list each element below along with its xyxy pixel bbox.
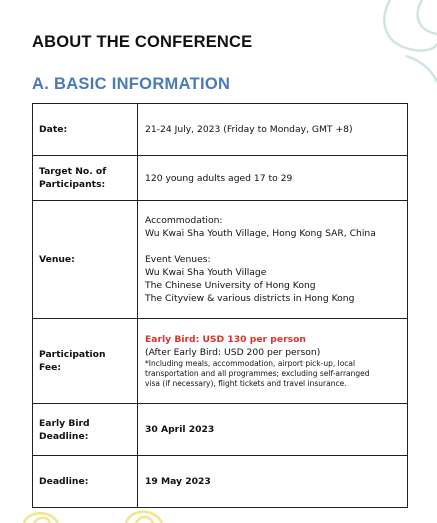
fee-note-2: transportation and all programmes; excluding self-arranged [145,369,370,378]
event-venue-2: The Chinese University of Hong Kong [145,280,316,291]
table-row-target-participants [33,156,408,201]
table-row-participation-fee [33,319,408,404]
table-row-early-bird-deadline [33,404,408,456]
basic-information-table [32,103,408,508]
participation-fee-value [138,319,408,404]
early-bird-fee: Early Bird: USD 130 per person [145,334,306,345]
target-participants-value: 120 young adults aged 17 to 29 [138,156,408,201]
date-label: Date: [33,104,138,156]
event-venue-1: Wu Kwai Sha Youth Village [145,267,267,278]
regular-fee: (After Early Bird: USD 200 per person) [145,347,321,358]
event-venues-heading: Event Venues: [145,254,211,265]
participation-fee-label: Participation Fee: [33,319,138,404]
accommodation-venue: Wu Kwai Sha Youth Village, Hong Kong SAR, China [145,228,376,239]
deadline-value: 19 May 2023 [138,456,408,508]
top-right-decoration [370,0,437,95]
fee-note-3: visa (if necessary), flight tickets and travel insurance. [145,379,347,388]
target-participants-label: Target No. of Participants: [33,156,138,201]
date-value: 21-24 July, 2023 (Friday to Monday, GMT +8) [138,104,408,156]
venue-label: Venue: [33,201,138,319]
early-bird-deadline-label: Early Bird Deadline: [33,404,138,456]
table-row-date [33,104,408,156]
section-title: A. BASIC INFORMATION [32,75,231,93]
table-row-venue [33,201,408,319]
deadline-label: Deadline: [33,456,138,508]
page-title: ABOUT THE CONFERENCE [32,33,253,51]
accommodation-heading: Accommodation: [145,215,223,226]
early-bird-deadline-value: 30 April 2023 [138,404,408,456]
event-venue-3: The Cityview & various districts in Hong Kong [145,293,355,304]
table-row-deadline [33,456,408,508]
venue-value [138,201,408,319]
fee-note-1: *Including meals, accommodation, airport pick-up, local [145,359,356,368]
